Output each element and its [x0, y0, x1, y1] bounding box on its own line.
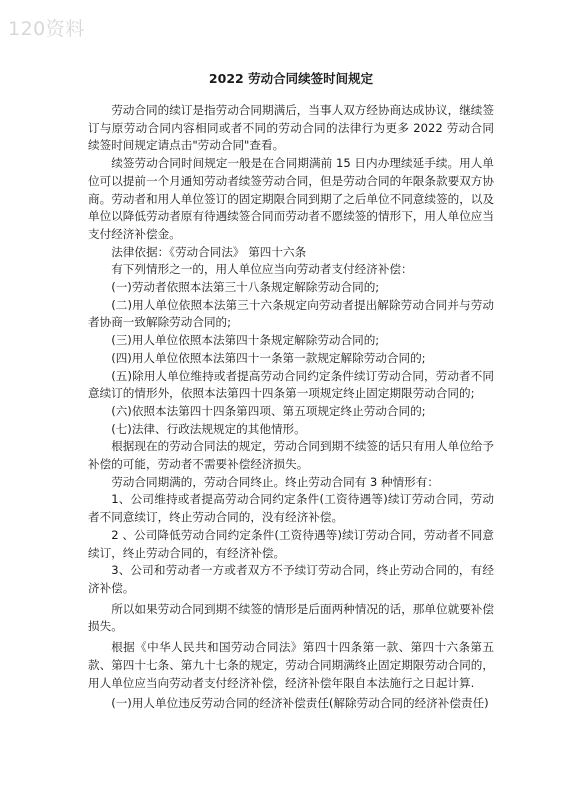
list-item-case-3: (三)用人单位依照本法第四十条规定解除劳动合同的;: [111, 333, 380, 348]
paragraph-compensation-cases-intro: 有下列情形之一的，用人单位应当向劳动者支付经济补偿：: [111, 262, 413, 277]
list-item-case-2: (二)用人单位依照本法第三十六条规定向劳动者提出解除劳动合同并与劳动者协商一致解除劳动合同的;: [88, 297, 494, 330]
paragraph-renewal-timing: 续签劳动合同时间规定一般是在合同期满前 15 日内办理续延手续。用人单位可以提前一个月通知劳动者续签劳动合同，但是劳动合同的年限条款要双方协商。劳动者和用人单位签订的固定期限合同到期了之后单位不同意续签的，以及单位以降低劳动者原有待遇续签合同而劳动者不愿续签的情形下，用人单位应当支付经济补偿金。: [88, 156, 494, 241]
paragraph-section-heading: (一)用人单位违反劳动合同的经济补偿责任(解除劳动合同的经济补偿责任): [111, 696, 489, 711]
paragraph-legal-basis: 法律依据：《劳动合同法》 第四十六条: [111, 244, 307, 259]
list-item-case-1: (一)劳动者依照本法第三十八条规定解除劳动合同的;: [111, 280, 380, 295]
paragraph-current-law: 根据现在的劳动合同法的规定，劳动合同到期不续签的话只有用人单位给予补偿的可能，劳动者不需要补偿经济损失。: [88, 439, 494, 472]
document-page: [88, 70, 494, 713]
paragraph-intro: 劳动合同的续订是指劳动合同期满后，当事人双方经协商达成协议，继续签订与原劳动合同内容相同或者不同的劳动合同的法律行为更多 2022 劳动合同续签时间规定请点击"劳动合同"查看。: [88, 103, 494, 153]
paragraph-termination-intro: 劳动合同期满的，劳动合同终止。终止劳动合同有 3 种情形有：: [111, 474, 439, 489]
list-item-case-5: (五)除用人单位维持或者提高劳动合同约定条件续订劳动合同，劳动者不同意续订的情形外，依照本法第四十四条第一项规定终止固定期限劳动合同的;: [88, 368, 494, 401]
watermark-logo: 120资料: [8, 18, 85, 40]
document-title: 2022 劳动合同续签时间规定: [208, 71, 374, 86]
paragraph-conclusion: 所以如果劳动合同到期不续签的情形是后面两种情况的话，那单位就要补偿损失。: [88, 601, 494, 634]
list-item-case-6: (六)依照本法第四十四条第四项、第五项规定终止劳动合同的;: [111, 403, 426, 418]
list-item-termination-1: 1、公司维持或者提高劳动合同约定条件(工资待遇等)续订劳动合同，劳动者不同意续订，终止劳动合同的，没有经济补偿。: [88, 492, 494, 525]
list-item-termination-2: 2 、公司降低劳动合同约定条件(工资待遇等)续订劳动合同，劳动者不同意续订，终止劳动合同的，有经济补偿。: [88, 527, 494, 560]
list-item-case-4: (四)用人单位依照本法第四十一条第一款规定解除劳动合同的;: [111, 350, 426, 365]
paragraph-statute-reference: 根据《中华人民共和国劳动合同法》第四十四条第一款、第四十六条第五款、第四十七条、第九十七条的规定，劳动合同期满终止固定期限劳动合同的，用人单位应当向劳动者支付经济补偿，经济补偿年限自本法施行之日起计算.: [88, 640, 494, 690]
list-item-case-7: (七)法律、行政法规规定的其他情形。: [111, 421, 306, 436]
list-item-termination-3: 3、公司和劳动者一方或者双方不予续订劳动合同，终止劳动合同的，有经济补偿。: [88, 563, 494, 595]
